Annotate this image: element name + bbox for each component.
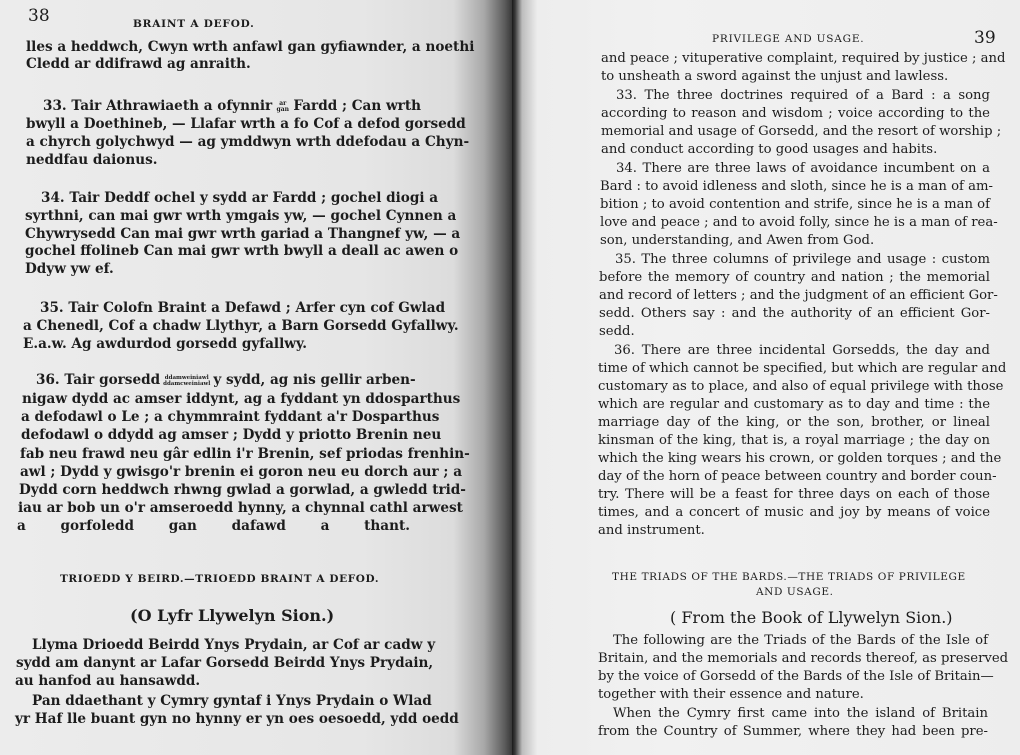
- text-segment: y sydd, ag nis gellir arben-: [213, 372, 416, 388]
- running-head: PRIVILEGE AND USAGE.: [712, 33, 865, 45]
- text-line: 34. Tair Deddf ochel y sydd ar Fardd ; gochel diogi a: [41, 190, 439, 206]
- interlinear-variant: [163, 375, 210, 387]
- running-head: BRAINT A DEFOD.: [133, 18, 255, 30]
- text-line: bition ; to avoid contention and strife, since he is a man of: [600, 197, 990, 212]
- text-segment: 33. Tair Athrawiaeth a ofynnir: [43, 98, 273, 114]
- text-line: fab neu frawd neu gâr edlin i'r Brenin, sef priodas frenhin-: [20, 446, 470, 462]
- text-line: which are regular and customary as to day and time : the: [598, 397, 990, 412]
- subheading: (O Lyfr Llywelyn Sion.): [130, 606, 335, 625]
- text-line: time of which cannot be specified, but which are regular and: [598, 361, 1007, 376]
- text-line: 35. Tair Colofn Braint a Defawd ; Arfer cyn cof Gwlad: [40, 300, 446, 316]
- text-line: Britain, and the memorials and records thereof, as preserved: [598, 651, 1009, 666]
- text-line: times, and a concert of music and joy by means of voice: [598, 505, 990, 520]
- text-segment: Fardd ; Can wrth: [293, 98, 421, 114]
- text-line: and peace ; vituperative complaint, required by justice ; and: [601, 51, 1006, 66]
- text-line: to unsheath a sword against the unjust and lawless.: [601, 69, 949, 84]
- text-line: love and peace ; and to avoid folly, since he is a man of rea-: [600, 215, 998, 230]
- text-line: a gorfoledd gan dafawd a thant.: [17, 518, 410, 534]
- variant-bottom: gan: [276, 105, 289, 113]
- text-line: sedd.: [599, 324, 635, 339]
- text-line: neddfau daionus.: [26, 152, 158, 168]
- text-line: Cledd ar ddifrawd ag anraith.: [26, 56, 251, 72]
- text-line: iau ar bob un o'r amseroedd hynny, a chynnal cathl arwest: [18, 500, 463, 516]
- text-line: bwyll a Doethineb, — Llafar wrth a fo Cof a defod gorsedd: [26, 116, 466, 132]
- text-line: try. There will be a feast for three days on each of those: [598, 487, 990, 502]
- text-line: by the voice of Gorsedd of the Bards of the Isle of Britain—: [598, 669, 994, 684]
- text-line: sedd. Others say : and the authority of an efficient Gor-: [599, 306, 990, 321]
- text-line: gochel ffolineb Can mai gwr wrth bwyll a deall ac awen o: [25, 243, 459, 259]
- text-line: defodawl o ddydd ag amser ; Dydd y priotto Brenin neu: [21, 427, 442, 443]
- text-line: Bard : to avoid idleness and sloth, since he is a man of am-: [600, 179, 993, 194]
- text-line: and record of letters ; and the judgment of an efficient Gor-: [599, 288, 998, 303]
- text-line: lles a heddwch, Cwyn wrth anfawl gan gyfiawnder, a noethi: [26, 39, 475, 55]
- text-line: nigaw dydd ac amser iddynt, ag a fyddant yn ddosparthus: [22, 391, 461, 407]
- text-line: memorial and usage of Gorsedd, and the resort of worship ;: [601, 124, 1002, 139]
- text-line: from the Country of Summer, where they had been pre-: [598, 724, 988, 739]
- text-line: son, understanding, and Awen from God.: [600, 233, 875, 248]
- variant-top: ddamweiniawl: [164, 374, 209, 381]
- text-line: kinsman of the king, that is, a royal marriage ; the day on: [598, 433, 990, 448]
- text-line: When the Cymry first came into the island of Britain: [613, 706, 988, 721]
- text-line: Pan ddaethant y Cymry gyntaf i Ynys Prydain o Wlad: [32, 693, 432, 709]
- text-line: before the memory of country and nation ; the memorial: [599, 270, 990, 285]
- section-heading-continued: AND USAGE.: [756, 586, 834, 598]
- text-line: syrthni, can mai gwr wrth ymgais yw, — gochel Cynnen a: [25, 208, 457, 224]
- text-line: customary as to place, and also of equal privilege with those: [598, 379, 1004, 394]
- text-line: according to reason and wisdom ; voice according to the: [601, 106, 990, 121]
- right-page: [512, 0, 1020, 755]
- text-line: E.a.w. Ag awdurdod gorsedd gyfallwy.: [23, 336, 308, 352]
- page-number: 39: [974, 28, 996, 48]
- page-number: 38: [28, 6, 50, 26]
- text-line: a defodawl o Le ; a chymmraint fyddant a'r Dosparthus: [21, 409, 440, 425]
- text-line: 33. The three doctrines required of a Bard : a song: [616, 88, 990, 103]
- variant-top: ar: [279, 99, 287, 107]
- paragraph-36-first-line: [36, 372, 414, 389]
- text-line: which the king wears his crown, or golden torques ; and the: [598, 451, 1002, 466]
- text-line: Llyma Drioedd Beirdd Ynys Prydain, ar Cof ar cadw y: [32, 637, 436, 653]
- text-line: The following are the Triads of the Bards of the Isle of: [613, 633, 988, 648]
- text-line: au hanfod au hansawdd.: [15, 673, 201, 689]
- text-line: Ddyw yw ef.: [25, 261, 114, 277]
- text-line: and instrument.: [598, 523, 705, 538]
- text-line: yr Haf lle buant gyn no hynny er yn oes oesoedd, ydd oedd: [15, 711, 459, 727]
- text-segment: 36. Tair gorsedd: [36, 372, 161, 388]
- text-line: 36. There are three incidental Gorsedds, the day and: [614, 343, 990, 358]
- interlinear-variant: [277, 101, 289, 113]
- subheading: ( From the Book of Llywelyn Sion.): [670, 608, 953, 627]
- text-line: together with their essence and nature.: [598, 687, 864, 702]
- text-line: and conduct according to good usages and habits.: [601, 142, 938, 157]
- text-line: 34. There are three laws of avoidance incumbent on a: [616, 161, 990, 176]
- section-heading: TRIOEDD Y BEIRD.—TRIOEDD BRAINT A DEFOD.: [60, 573, 380, 585]
- text-line: Dydd corn heddwch rhwng gwlad a gorwlad, a gwledd trid-: [19, 482, 466, 498]
- section-heading: THE TRIADS OF THE BARDS.—THE TRIADS OF PRIVILEGE: [612, 571, 966, 583]
- text-line: a Chenedl, Cof a chadw Llythyr, a Barn Gorsedd Gyfallwy.: [23, 318, 459, 334]
- text-line: Chywrysedd Can mai gwr wrth gariad a Thangnef yw, — a: [25, 226, 461, 242]
- paragraph-33-first-line: [43, 98, 421, 115]
- text-line: marriage day of the king, or the son, brother, or lineal: [598, 415, 990, 430]
- text-line: awl ; Dydd y gwisgo'r brenin ei goron neu eu dorch aur ; a: [20, 464, 462, 480]
- text-line: 35. The three columns of privilege and usage : custom: [615, 252, 990, 267]
- text-line: a chyrch golychwyd — ag ymddwyn wrth ddefodau a Chyn-: [26, 134, 470, 150]
- text-line: sydd am danynt ar Lafar Gorsedd Beirdd Ynys Prydain,: [16, 655, 434, 671]
- text-line: day of the horn of peace between country and border coun-: [598, 469, 997, 484]
- variant-bottom: ddamcweiniawl: [163, 380, 211, 387]
